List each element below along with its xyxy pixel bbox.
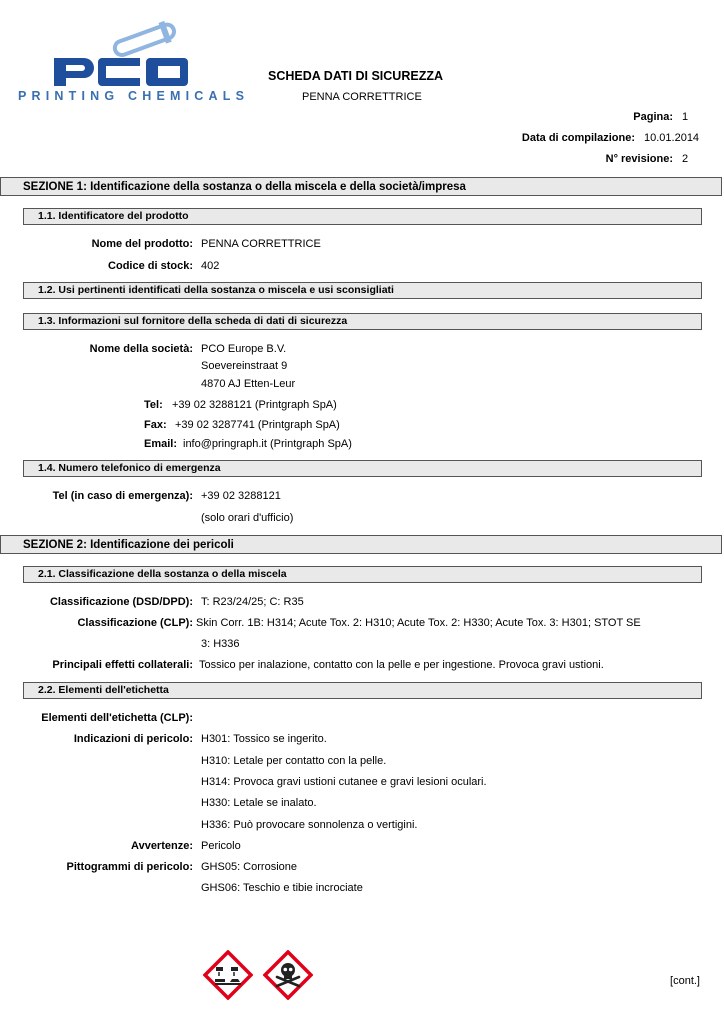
signal-word-value: Pericolo	[201, 840, 241, 852]
meta-page-label: Pagina:	[633, 111, 673, 123]
email-label: Email:	[144, 438, 178, 450]
section-2-1-header: 2.1. Classificazione della sostanza o della miscela	[23, 566, 702, 583]
meta-revision-value: 2	[682, 153, 689, 165]
skull-crossbones-icon	[263, 950, 313, 1000]
effects-label: Principali effetti collaterali:	[52, 659, 193, 671]
company-line-street: Soevereinstraat 9	[201, 360, 288, 372]
hazard-h314: H314: Provoca gravi ustioni cutanee e gravi lesioni oculari.	[201, 776, 487, 788]
company-line-name: PCO Europe B.V.	[201, 343, 287, 355]
classification-clp-label: Classificazione (CLP):	[77, 617, 193, 629]
meta-page	[633, 111, 702, 123]
section-1-header: SEZIONE 1: Identificazione della sostanza o della miscela e della società/impresa	[0, 177, 722, 196]
effects-value: Tossico per inalazione, contatto con la pelle e per ingestione. Provoca gravi ustioni.	[199, 659, 604, 671]
document-product: PENNA CORRETTRICE	[302, 91, 422, 103]
hazard-h310: H310: Letale per contatto con la pelle.	[201, 755, 387, 767]
section-2-header: SEZIONE 2: Identificazione dei pericoli	[0, 535, 722, 554]
section-1-2-header: 1.2. Usi pertinenti identificati della sostanza o miscela e usi sconsigliati	[23, 282, 702, 299]
hazard-h330: H330: Letale se inalato.	[201, 797, 317, 809]
section-2-2-header: 2.2. Elementi dell'etichetta	[23, 682, 702, 699]
tel-value: +39 02 3288121 (Printgraph SpA)	[172, 399, 337, 411]
classification-dsd-label: Classificazione (DSD/DPD):	[49, 596, 193, 608]
meta-revision-label: N° revisione:	[605, 153, 673, 165]
stock-code-value: 402	[201, 260, 220, 272]
meta-date-value: 10.01.2014	[644, 132, 700, 144]
signal-word-label: Avvertenze:	[131, 840, 193, 852]
meta-page-value: 1	[682, 111, 689, 123]
emergency-label: Tel (in caso di emergenza):	[52, 490, 193, 502]
corrosion-icon	[203, 950, 253, 1000]
classification-clp-value-line1: Skin Corr. 1B: H314; Acute Tox. 2: H310; Acute Tox. 2: H330; Acute Tox. 3: H301; STOT SE	[196, 617, 641, 629]
product-name-value: PENNA CORRETTRICE	[201, 238, 321, 250]
pictogram-ghs06: GHS06: Teschio e tibie incrociate	[201, 882, 363, 894]
meta-date-label: Data di compilazione:	[521, 132, 635, 144]
tel-label: Tel:	[144, 399, 163, 411]
meta-date	[522, 132, 702, 144]
document-title: SCHEDA DATI DI SICUREZZA	[268, 69, 443, 83]
fax-label: Fax:	[144, 419, 167, 431]
continued-marker: [cont.]	[670, 975, 700, 987]
label-elements-clp-label: Elementi dell'etichetta (CLP):	[41, 712, 193, 724]
fax-value: +39 02 3287741 (Printgraph SpA)	[175, 419, 340, 431]
section-1-1-header: 1.1. Identificatore del prodotto	[23, 208, 702, 225]
hazard-h336: H336: Può provocare sonnolenza o vertigini.	[201, 819, 418, 831]
section-1-3-header: 1.3. Informazioni sul fornitore della scheda di dati di sicurezza	[23, 313, 702, 330]
section-1-4-header: 1.4. Numero telefonico di emergenza	[23, 460, 702, 477]
product-name-label: Nome del prodotto:	[91, 238, 193, 250]
classification-dsd-value: T: R23/24/25; C: R35	[201, 596, 304, 608]
pictograms-label: Pittogrammi di pericolo:	[66, 861, 193, 873]
classification-clp-value-line2: 3: H336	[201, 638, 240, 650]
emergency-value: +39 02 3288121	[201, 490, 281, 502]
hazard-h301: H301: Tossico se ingerito.	[201, 733, 327, 745]
hazard-statements-label: Indicazioni di pericolo:	[73, 733, 193, 745]
email-value[interactable]: info@pringraph.it (Printgraph SpA)	[183, 438, 352, 450]
company-name-label: Nome della società:	[89, 343, 193, 355]
stock-code-label: Codice di stock:	[108, 260, 193, 272]
emergency-note: (solo orari d'ufficio)	[201, 512, 294, 524]
meta-revision	[606, 153, 702, 165]
company-line-city: 4870 AJ Etten-Leur	[201, 378, 296, 390]
pictogram-ghs05: GHS05: Corrosione	[201, 861, 297, 873]
logo-subtitle: PRINTING CHEMICALS	[18, 89, 250, 103]
